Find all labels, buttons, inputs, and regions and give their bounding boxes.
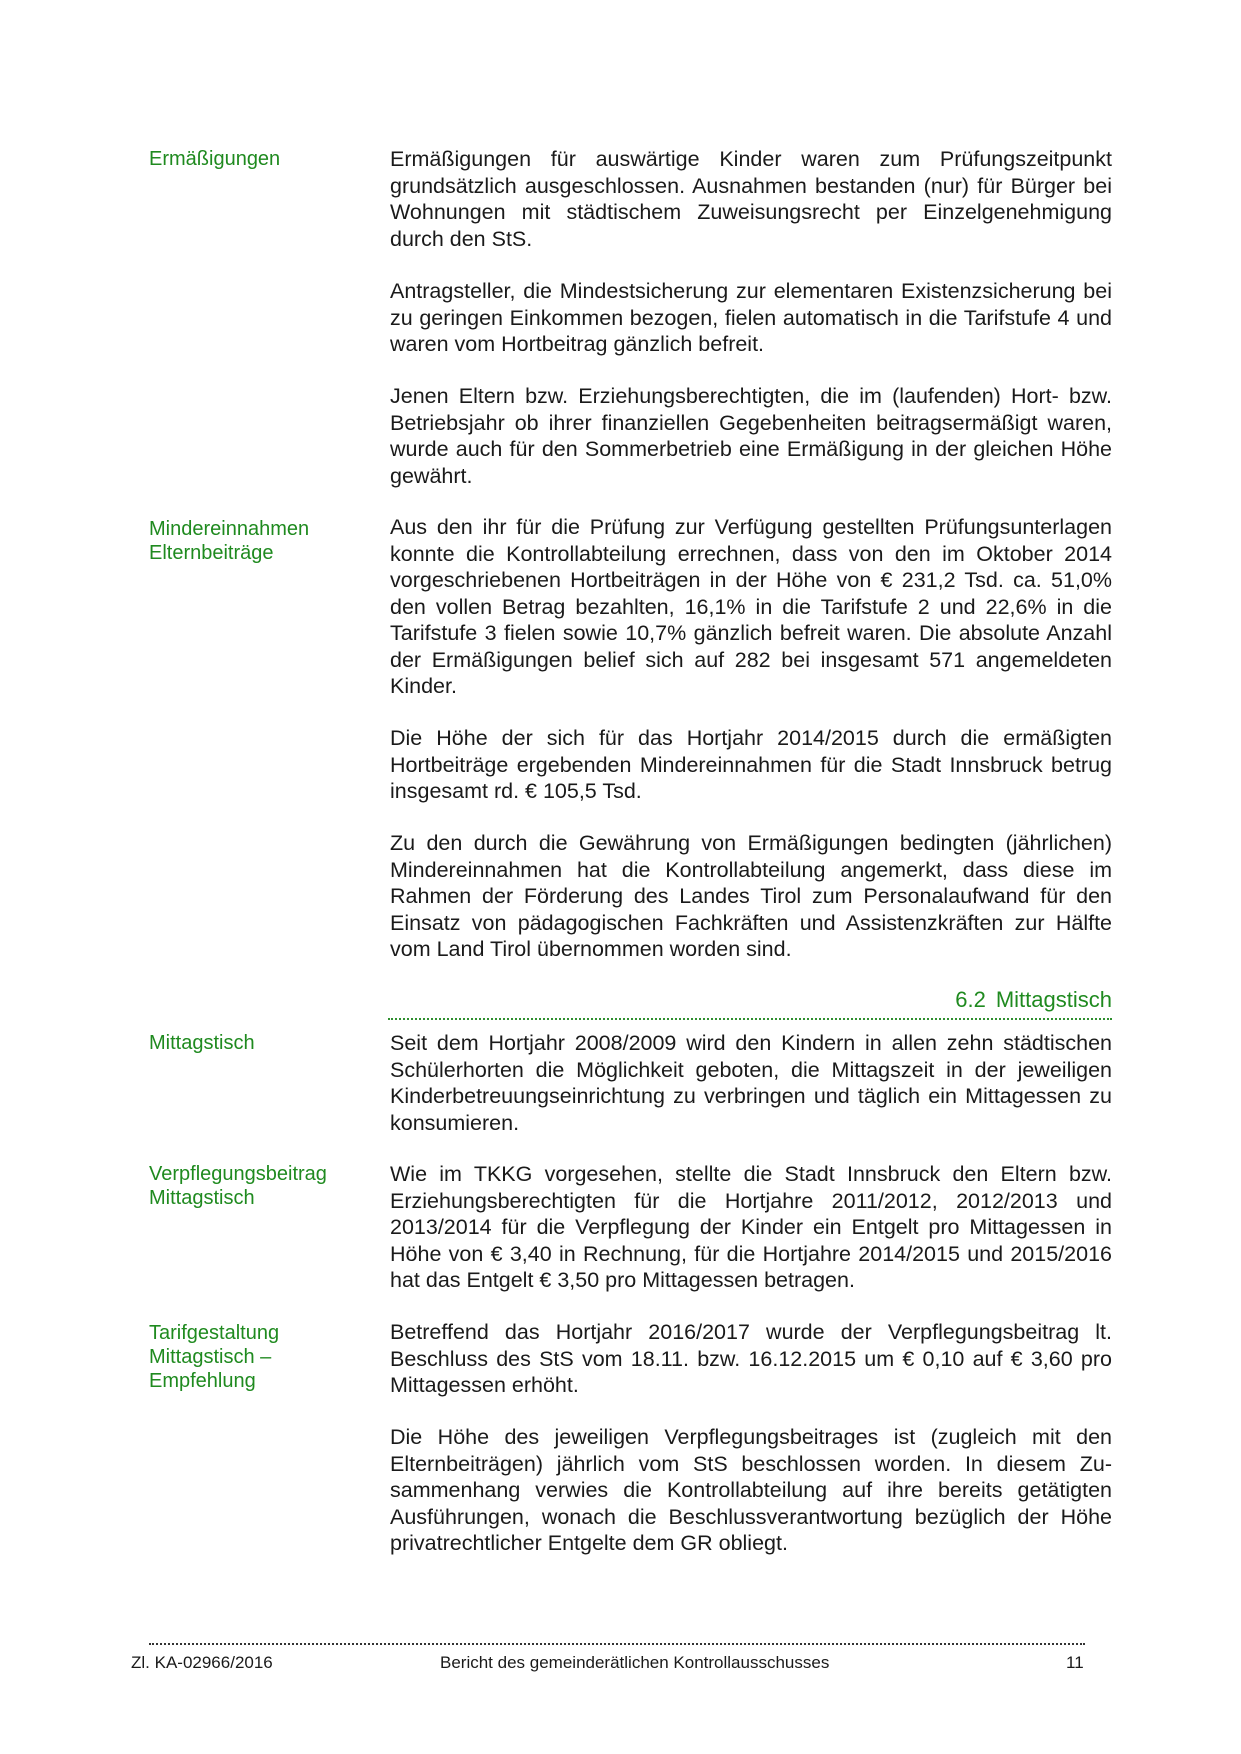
sidebar-label-mittagstisch [149,1031,369,1055]
sidebar-label-tarifgestaltung [149,1321,369,1393]
sidebar-label-line: Tarifgestaltung [149,1322,280,1344]
sidebar-label-line: Verpflegungsbeitrag [149,1163,327,1185]
sidebar-label-ermaessigungen [149,147,369,171]
paragraph-mindereinnahmen-hoehe: Die Höhe der sich für das Hortjahr 2014/2015 durch die ermäßigten Hortbeiträge ergebenden Mindereinnahmen für die Stadt Innsbruck betrug insgesamt rd. € 105,5 Tsd. [390,726,1112,803]
paragraph-beitragserhoehung: Betreffend das Hortjahr 2016/2017 wurde der Verpflegungsbeitrag lt. Beschluss des StS vom 18.11. bzw. 16.12.2015 um € 0,10 auf € 3,60 pro Mittagessen erhöht. [390,1320,1112,1397]
page-number: 11 [1066,1653,1084,1672]
sidebar-label-line: Elternbeiträge [149,542,274,564]
footer-report-title: Bericht des gemeinderätlichen Kontrollausschusses [440,1653,830,1672]
section-title: Mittagstisch [995,987,1112,1012]
paragraph-mindestsicherung: Antragsteller, die Mindestsicherung zur elementaren Existenzsicherung bei zu geringen Einkommen bezogen, fielen automatisch in die Tarifstufe 4 und waren vom Hortbeitrag gänzlich befreit. [390,279,1112,356]
sidebar-label-line: Mindereinnahmen [149,518,310,540]
paragraph-ermaessigungen-auswaertig: Ermäßigungen für auswärtige Kinder waren zum Prüfungszeitpunkt grundsätzlich ausgeschlossen. Ausnahmen bestanden (nur) für Bürger bei Wohnungen mit städtischem Zuweisungsrecht per Einzelgenehmigung durch den StS. [390,147,1112,251]
sidebar-label-line: Mittagstisch – [149,1346,272,1368]
paragraph-pruefungsunterlagen: Aus den ihr für die Prüfung zur Verfügung gestellten Prüfungsunterlagen konnte die Kontrollabteilung errechnen, dass von den im Oktober 2014 vorgeschriebenen Hortbeiträgen in der Höhe von € 231,2 Tsd. ca. 51,0% den vollen Betrag bezahlten, 16,1% in die Tarifstufe 2 und 22,6% in die Tarifstufe 3 fielen sowie 10,7% gänzlich befreit waren. Die absolute Anzahl der Ermäßigungen belief sich auf 282 bei insgesamt 571 angemeldeten Kinder. [390,515,1112,698]
sidebar-label-mindereinnahmen [149,517,369,565]
sidebar-label-line: Ermäßigungen [149,148,281,170]
section-number: 6.2 [955,987,986,1012]
paragraph-verpflegungsentgelt: Wie im TKKG vorgesehen, stellte die Stadt Innsbruck den Eltern bzw. Erziehungsberechtigten für die Hortjahre 2011/2012, 2012/2013 und 2013/2014 für die Verpflegung der Kinder ein Entgelt pro Mittagessen in Höhe von € 3,40 in Rechnung, für die Hortjahre 2014/2015 und 2015/2016 hat das Entgelt € 3,50 pro Mittagessen betragen. [390,1162,1112,1292]
paragraph-mittagstisch-angebot: Seit dem Hortjahr 2008/2009 wird den Kindern in allen zehn städtischen Schülerhorten die Möglichkeit geboten, die Mittagszeit in der jeweiligen Kinderbetreuungseinrichtung zu verbringen und täglich ein Mittagessen zu konsumieren. [390,1031,1112,1135]
sidebar-label-line: Mittagstisch [149,1032,255,1054]
section-divider [388,1018,1112,1020]
sidebar-label-line: Mittagstisch [149,1187,255,1209]
paragraph-foerderung-land-tirol: Zu den durch die Gewährung von Ermäßigungen bedingten (jährlichen) Mindereinnahmen hat die Kontrollabteilung angemerkt, dass diese im Rahmen der Förderung des Landes Tirol zum Personalaufwand für den Einsatz von pädagogischen Fachkräften und Assistenzkräften zur Hälfte vom Land Tirol übernommen worden sind. [390,831,1112,961]
footer-reference: Zl. KA-02966/2016 [131,1653,273,1672]
footer-divider [149,1643,1085,1645]
section-heading [390,987,1112,1013]
sidebar-label-verpflegungsbeitrag [149,1162,369,1210]
sidebar-label-line: Empfehlung [149,1370,256,1392]
paragraph-beschlussverantwortung: Die Höhe des jeweiligen Verpflegungsbeitrages ist (zugleich mit den Elternbeiträgen) jährlich vom StS beschlossen worden. In diesem Zusammenhang verwies die Kontrollabteilung auf ihre bereits getätigten Ausführungen, wonach die Beschlussverantwortung bezüglich der Höhe privatrechtlicher Entgelte dem GR obliegt. [390,1425,1112,1555]
paragraph-sommerbetrieb: Jenen Eltern bzw. Erziehungsberechtigten, die im (laufenden) Hort- bzw. Betriebsjahr ob ihrer finanziellen Gegebenheiten beitragsermäßigt waren, wurde auch für den Sommerbetrieb eine Ermäßigung in der gleichen Höhe gewährt. [390,384,1112,488]
